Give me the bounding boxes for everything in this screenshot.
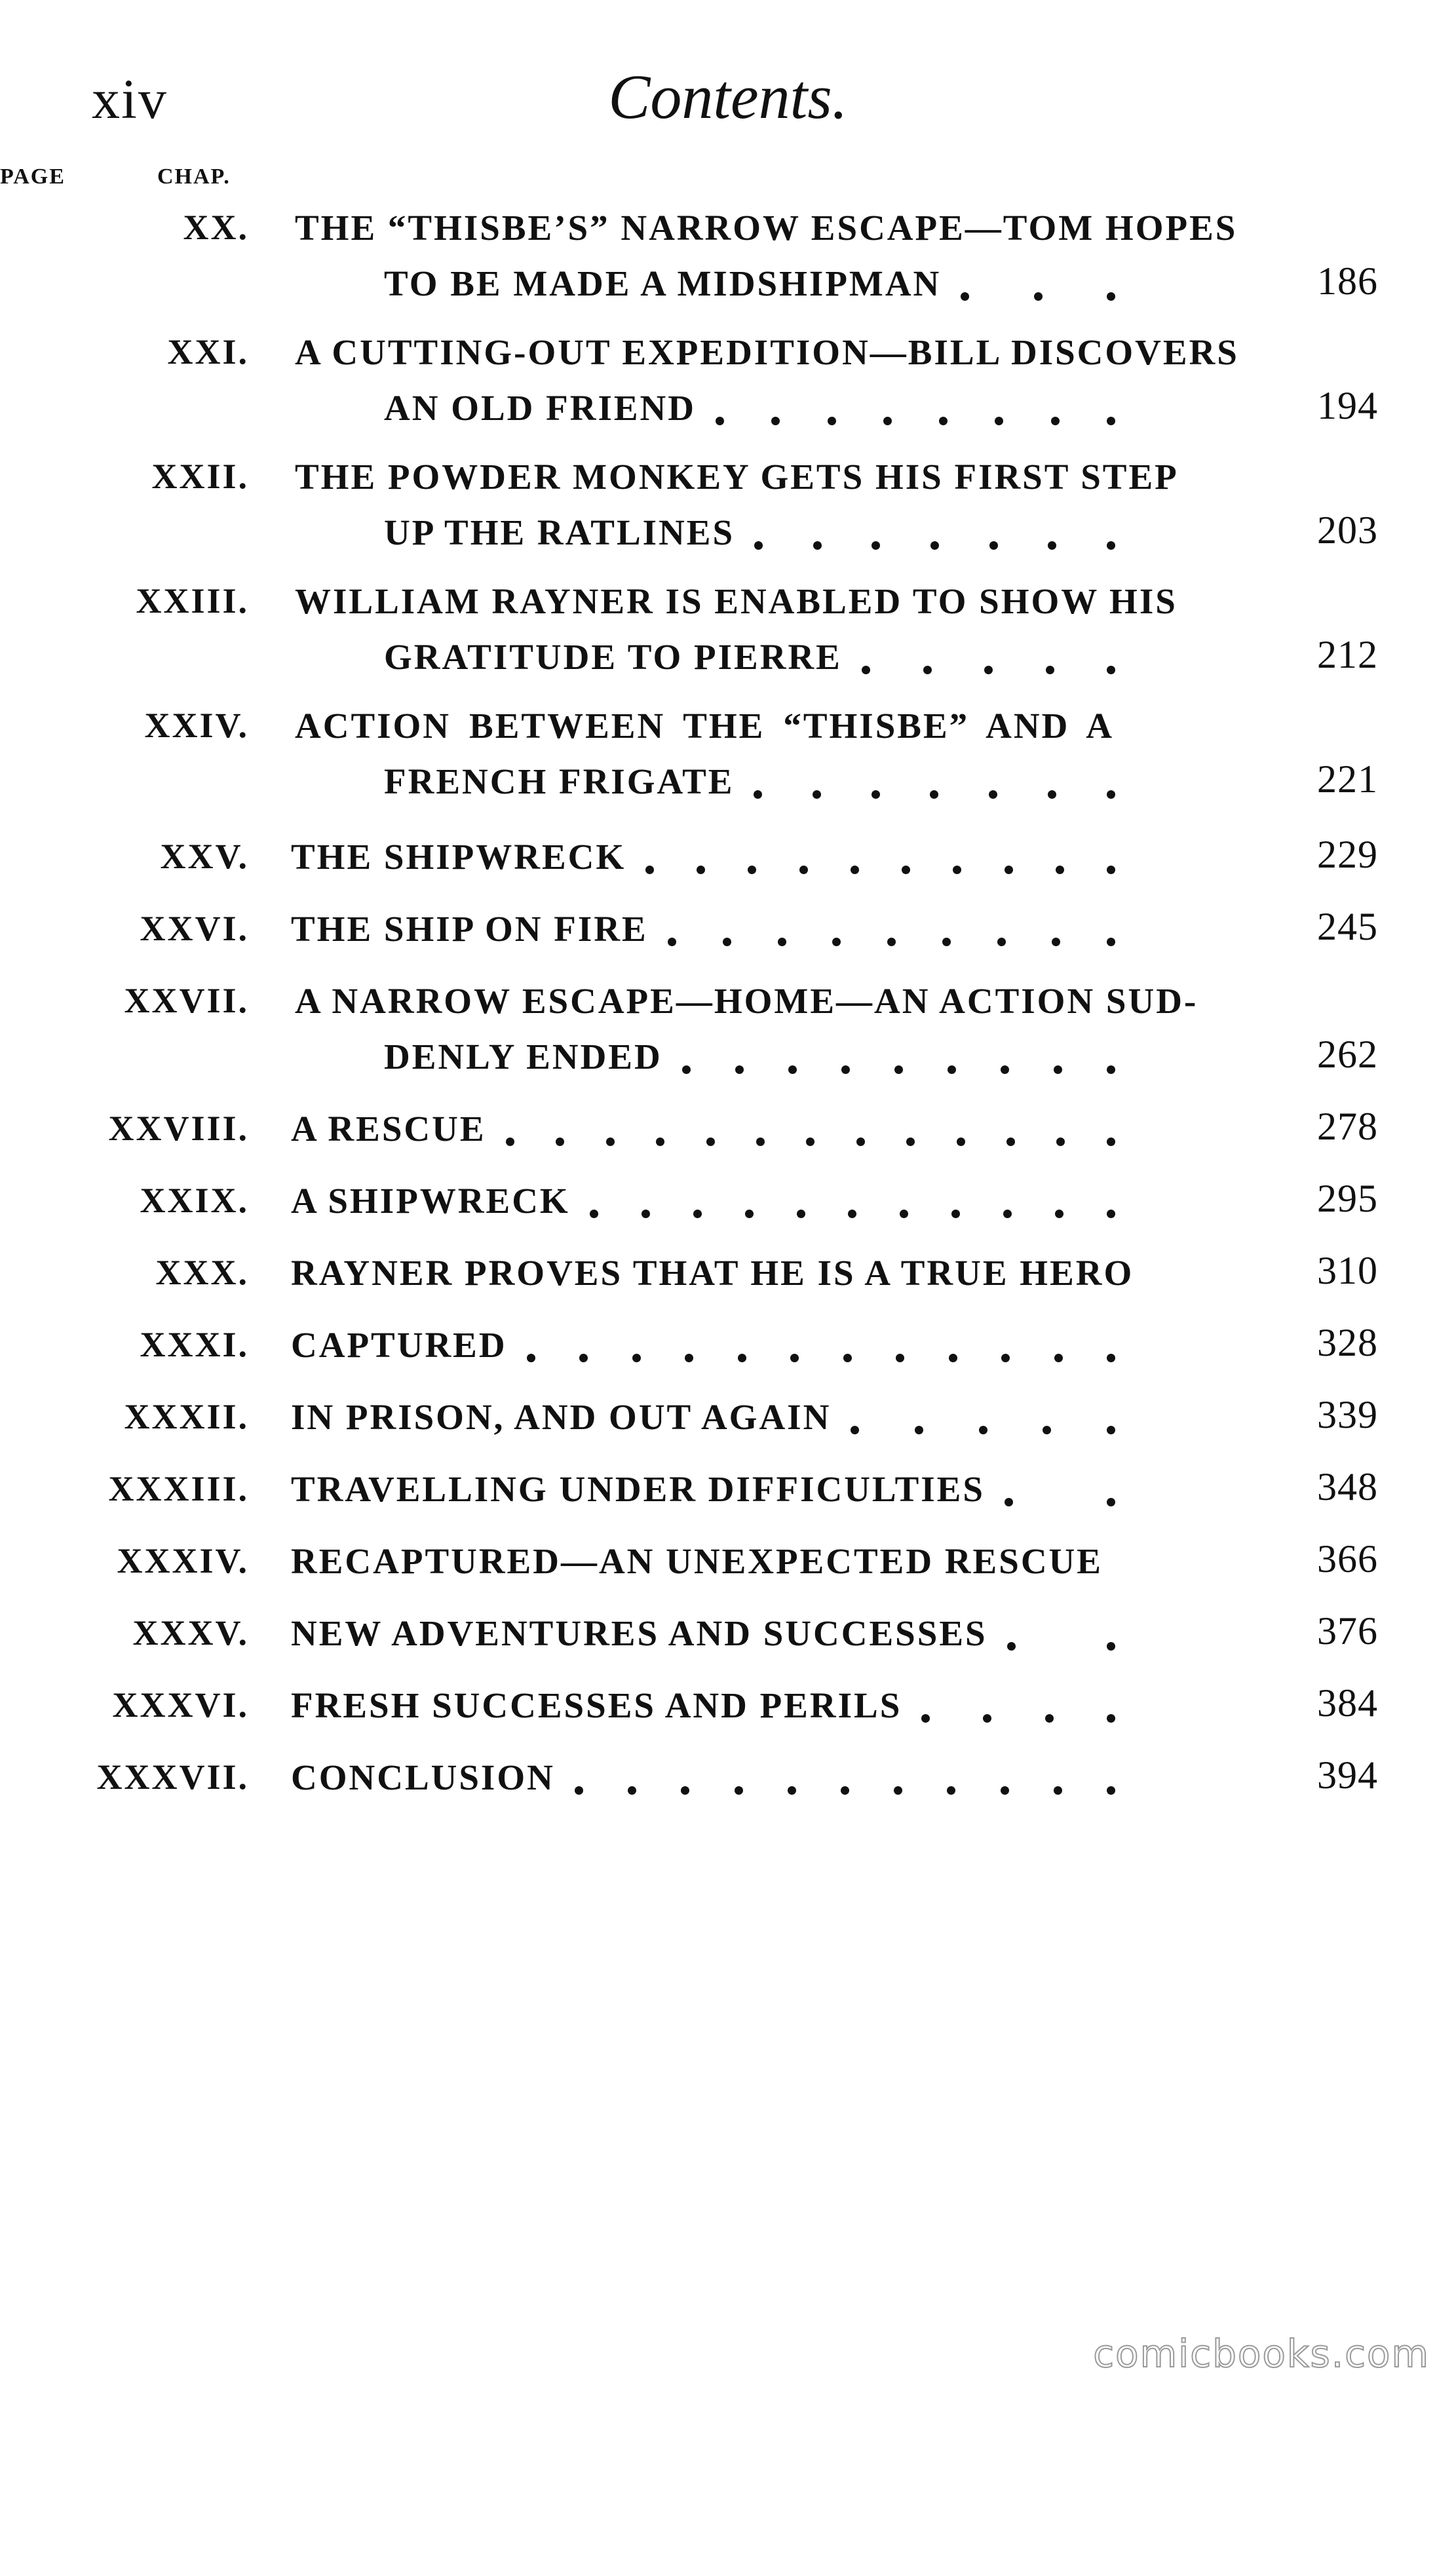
- chapter-number: XX.: [183, 208, 249, 247]
- chapter-title-line: [0, 1399, 1284, 1441]
- chapter-number: XXXV.: [132, 1613, 249, 1653]
- leader-dot: [1107, 1354, 1115, 1362]
- leader-dot: [813, 541, 822, 550]
- page-reference: 295: [1317, 1177, 1378, 1220]
- leader-dot: [1107, 1786, 1115, 1795]
- leader-dot: [754, 790, 762, 799]
- leader-dot: [851, 1426, 859, 1434]
- leader-dot: [1107, 541, 1115, 550]
- chapter-title-line: [0, 983, 1284, 1025]
- page-reference: 245: [1317, 905, 1378, 948]
- leader-dots: [1007, 1615, 1115, 1655]
- chapter-title-line: [0, 1543, 1284, 1585]
- leader-dot: [745, 1210, 754, 1218]
- leader-dot: [1107, 292, 1115, 301]
- leader-dot: [948, 1065, 956, 1074]
- chapter-title-text: GRATITUDE TO PIERRE: [384, 637, 842, 677]
- page-reference: 203: [1317, 508, 1378, 552]
- leader-dot: [856, 1138, 865, 1146]
- leader-dot: [754, 541, 763, 550]
- chapter-title-text: WILLIAM RAYNER IS ENABLED TO SHOW HIS: [295, 581, 1178, 621]
- leader-dot: [723, 938, 731, 946]
- leader-dot: [1001, 1786, 1009, 1795]
- chapter-title-text: DENLY ENDED: [384, 1037, 662, 1077]
- leader-dot: [961, 292, 969, 301]
- leader-dot: [989, 541, 998, 550]
- page-reference: 186: [1317, 259, 1378, 303]
- leader-dot: [632, 1354, 641, 1362]
- leader-dot: [1043, 1426, 1051, 1434]
- page-reference: 328: [1317, 1321, 1378, 1364]
- chapter-title-text: AN OLD FRIEND: [384, 388, 696, 428]
- leader-dot: [656, 1138, 664, 1146]
- chapter-title-line: [0, 1255, 1284, 1297]
- chapter-number: XXXIII.: [108, 1469, 249, 1508]
- leader-dot: [706, 1138, 715, 1146]
- leader-dot: [748, 866, 756, 874]
- chapter-title-text: TO BE MADE A MIDSHIPMAN: [384, 263, 942, 303]
- leader-dot: [1107, 938, 1115, 946]
- chapter-title-line: [0, 583, 1284, 625]
- chapter-title-line: [0, 390, 1284, 432]
- leader-dot: [628, 1786, 636, 1795]
- chapter-title-text: UP THE RATLINES: [384, 512, 735, 552]
- chapter-title-text: THE “THISBE’S” NARROW ESCAPE—TOM HOPES: [295, 208, 1238, 248]
- chapter-title-text: IN PRISON, AND OUT AGAIN: [291, 1397, 832, 1437]
- chapter-number: XXI.: [167, 332, 249, 372]
- page-reference: 278: [1317, 1105, 1378, 1148]
- leader-dot: [951, 1210, 960, 1218]
- leader-dot: [1054, 1065, 1062, 1074]
- leader-dot: [1107, 1642, 1115, 1651]
- leader-dots: [506, 1111, 1115, 1150]
- page-reference: 394: [1317, 1753, 1378, 1797]
- page-reference: 212: [1317, 633, 1378, 676]
- chapter-title-text: CAPTURED: [291, 1325, 507, 1365]
- leader-dot: [1048, 541, 1056, 550]
- chapter-title-line: [0, 763, 1284, 805]
- page-reference: 376: [1317, 1609, 1378, 1653]
- leader-dot: [771, 417, 780, 425]
- leader-dots: [668, 911, 1115, 950]
- page-reference: 339: [1317, 1393, 1378, 1436]
- page-column-header: PAGE: [0, 164, 66, 189]
- leader-dot: [685, 1354, 693, 1362]
- leader-dots: [754, 514, 1115, 554]
- chapter-title-text: A NARROW ESCAPE—HOME—AN ACTION SUD-: [295, 981, 1198, 1021]
- leader-dot: [1006, 1138, 1015, 1146]
- chapter-title-text: FRENCH FRIGATE: [384, 761, 735, 801]
- leader-dot: [1056, 1138, 1065, 1146]
- leader-dot: [1107, 790, 1115, 799]
- chapter-title-text: THE SHIP ON FIRE: [291, 909, 648, 949]
- page-reference: 348: [1317, 1465, 1378, 1508]
- chapter-number: XXVIII.: [108, 1109, 249, 1148]
- chapter-title-text: A SHIPWRECK: [291, 1181, 570, 1221]
- leader-dot: [642, 1210, 650, 1218]
- page-number: xiv: [92, 67, 168, 130]
- chapter-title-line: [0, 1615, 1284, 1657]
- leader-dot: [506, 1138, 514, 1146]
- chapter-title-text: A RESCUE: [291, 1109, 486, 1149]
- chapter-title-line: [0, 639, 1284, 681]
- leader-dot: [788, 1065, 797, 1074]
- leader-dot: [693, 1210, 702, 1218]
- chapter-title-line: [0, 1471, 1284, 1513]
- leader-dot: [832, 938, 841, 946]
- leader-dot: [983, 1714, 991, 1723]
- watermark-logo: comicbooks.com: [1093, 2331, 1430, 2376]
- chapter-title-line: [0, 839, 1284, 881]
- leader-dot: [1054, 1354, 1063, 1362]
- leader-dot: [995, 417, 1003, 425]
- chapter-number: XXV.: [160, 837, 249, 876]
- leader-dot: [668, 938, 676, 946]
- chapter-title-line: [0, 459, 1284, 501]
- leader-dot: [788, 1786, 796, 1795]
- leader-dot: [942, 938, 951, 946]
- chapter-number: XXIII.: [136, 581, 249, 621]
- chapter-number: XXIV.: [144, 706, 249, 745]
- leader-dot: [957, 1138, 965, 1146]
- leader-dot: [1107, 866, 1115, 874]
- leader-dot: [997, 938, 1006, 946]
- leader-dot: [575, 1786, 583, 1795]
- leader-dot: [1001, 1354, 1010, 1362]
- chapter-title-line: [0, 1183, 1284, 1225]
- leader-dot: [1054, 1786, 1062, 1795]
- leader-dot: [1003, 1210, 1012, 1218]
- leader-dot: [851, 866, 859, 874]
- leader-dot: [590, 1210, 598, 1218]
- chapter-title-line: [0, 1039, 1284, 1081]
- leader-dot: [579, 1354, 588, 1362]
- leader-dot: [930, 541, 939, 550]
- chapter-title-text: CONCLUSION: [291, 1757, 555, 1797]
- leader-dot: [735, 1786, 743, 1795]
- chapter-title-line: [0, 1759, 1284, 1801]
- leader-dot: [930, 790, 938, 799]
- leader-dot: [606, 1138, 615, 1146]
- leader-dot: [1034, 292, 1043, 301]
- page-reference: 366: [1317, 1537, 1378, 1580]
- leader-dot: [894, 1065, 903, 1074]
- page-reference: 229: [1317, 833, 1378, 876]
- leader-dot: [841, 1786, 849, 1795]
- leader-dot: [778, 938, 786, 946]
- leader-dot: [979, 1426, 987, 1434]
- chapter-title-line: [0, 911, 1284, 953]
- chapter-number: XXXVI.: [112, 1685, 249, 1725]
- chapter-number: XXXI.: [140, 1325, 249, 1364]
- leader-dot: [1107, 1714, 1115, 1723]
- leader-dot: [1005, 866, 1013, 874]
- leader-dot: [848, 1210, 856, 1218]
- leader-dot: [806, 1138, 814, 1146]
- leader-dot: [902, 866, 910, 874]
- chapter-number: XXVII.: [124, 981, 249, 1020]
- chapter-title-line: [0, 334, 1284, 376]
- leader-dot: [1046, 666, 1054, 674]
- leader-dots: [716, 390, 1115, 429]
- chapter-title-line: [0, 514, 1284, 556]
- leader-dot: [828, 417, 836, 425]
- leader-dot: [1107, 1138, 1115, 1146]
- leader-dot: [887, 938, 896, 946]
- leader-dot: [813, 790, 821, 799]
- leader-dot: [681, 1786, 689, 1795]
- leader-dot: [921, 1714, 930, 1723]
- leader-dots: [682, 1039, 1115, 1078]
- leader-dot: [1107, 666, 1115, 674]
- leader-dot: [1007, 1642, 1016, 1651]
- chapter-number: XXVI.: [140, 909, 249, 948]
- chapter-number: XXX.: [155, 1253, 249, 1292]
- leader-dot: [923, 666, 932, 674]
- chapter-number: XXII.: [151, 457, 249, 496]
- leader-dot: [1107, 417, 1115, 425]
- chapter-title-text: ACTION BETWEEN THE “THISBE” AND A: [295, 706, 1114, 746]
- chapter-title-text: TRAVELLING UNDER DIFFICULTIES: [291, 1469, 985, 1509]
- leader-dot: [1051, 417, 1060, 425]
- leader-dot: [949, 1354, 957, 1362]
- leader-dot: [939, 417, 948, 425]
- leader-dots: [862, 639, 1115, 678]
- leader-dots: [851, 1399, 1115, 1438]
- leader-dot: [883, 417, 892, 425]
- chapter-title-line: [0, 1327, 1284, 1369]
- leader-dots: [921, 1687, 1115, 1727]
- chapter-number: XXIX.: [140, 1181, 249, 1220]
- leader-dot: [1005, 1498, 1013, 1506]
- leader-dot: [872, 541, 880, 550]
- chapter-column-header: CHAP.: [157, 164, 231, 189]
- chapter-title-text: A CUTTING-OUT EXPEDITION—BILL DISCOVERS: [295, 332, 1239, 372]
- leader-dot: [738, 1354, 746, 1362]
- page-reference: 310: [1317, 1249, 1378, 1292]
- leader-dot: [645, 866, 654, 874]
- leader-dot: [556, 1138, 564, 1146]
- leader-dot: [894, 1786, 902, 1795]
- chapter-number: XXXIV.: [117, 1541, 249, 1580]
- chapter-title-line: [0, 265, 1284, 307]
- leader-dots: [1005, 1471, 1115, 1510]
- leader-dot: [843, 1354, 852, 1362]
- leader-dot: [1107, 1498, 1115, 1506]
- leader-dot: [716, 417, 724, 425]
- chapter-number: XXXVII.: [96, 1757, 249, 1797]
- chapter-title-line: [0, 708, 1284, 750]
- chapter-title-text: RECAPTURED—AN UNEXPECTED RESCUE: [291, 1541, 1103, 1581]
- leader-dot: [756, 1138, 765, 1146]
- leader-dot: [1107, 1065, 1115, 1074]
- leader-dot: [984, 666, 993, 674]
- leader-dot: [953, 866, 961, 874]
- leader-dot: [799, 866, 808, 874]
- leader-dot: [1056, 866, 1064, 874]
- leader-dot: [900, 1210, 908, 1218]
- chapter-title-line: [0, 210, 1284, 252]
- page-reference: 194: [1317, 384, 1378, 427]
- chapter-title-line: [0, 1687, 1284, 1729]
- leader-dot: [527, 1354, 535, 1362]
- leader-dot: [697, 866, 705, 874]
- leader-dot: [1107, 1426, 1115, 1434]
- leader-dots: [527, 1327, 1115, 1366]
- page-reference: 384: [1317, 1681, 1378, 1725]
- leader-dot: [841, 1065, 850, 1074]
- leader-dot: [906, 1138, 915, 1146]
- leader-dot: [1045, 1714, 1054, 1723]
- chapter-title-text: FRESH SUCCESSES AND PERILS: [291, 1685, 902, 1725]
- leader-dot: [862, 666, 870, 674]
- running-title: Contents.: [608, 62, 848, 132]
- page-reference: 262: [1317, 1033, 1378, 1076]
- leader-dots: [754, 763, 1115, 803]
- chapter-title-line: [0, 1111, 1284, 1153]
- leader-dots: [645, 839, 1115, 878]
- chapter-title-text: NEW ADVENTURES AND SUCCESSES: [291, 1613, 987, 1653]
- leader-dot: [896, 1354, 904, 1362]
- leader-dots: [575, 1759, 1115, 1799]
- leader-dots: [961, 265, 1115, 305]
- leader-dot: [1052, 938, 1060, 946]
- leader-dot: [682, 1065, 691, 1074]
- leader-dot: [947, 1786, 955, 1795]
- leader-dot: [915, 1426, 923, 1434]
- leader-dot: [989, 790, 997, 799]
- leader-dot: [1048, 790, 1056, 799]
- chapter-title-text: THE SHIPWRECK: [291, 837, 626, 877]
- page-reference: 221: [1317, 757, 1378, 801]
- leader-dot: [872, 790, 880, 799]
- leader-dot: [735, 1065, 744, 1074]
- leader-dot: [790, 1354, 799, 1362]
- leader-dot: [1001, 1065, 1009, 1074]
- chapter-title-text: RAYNER PROVES THAT HE IS A TRUE HERO: [291, 1253, 1134, 1293]
- leader-dots: [590, 1183, 1115, 1222]
- leader-dot: [797, 1210, 805, 1218]
- chapter-number: XXXII.: [124, 1397, 249, 1436]
- leader-dot: [1107, 1210, 1115, 1218]
- leader-dot: [1055, 1210, 1063, 1218]
- chapter-title-text: THE POWDER MONKEY GETS HIS FIRST STEP: [295, 457, 1179, 497]
